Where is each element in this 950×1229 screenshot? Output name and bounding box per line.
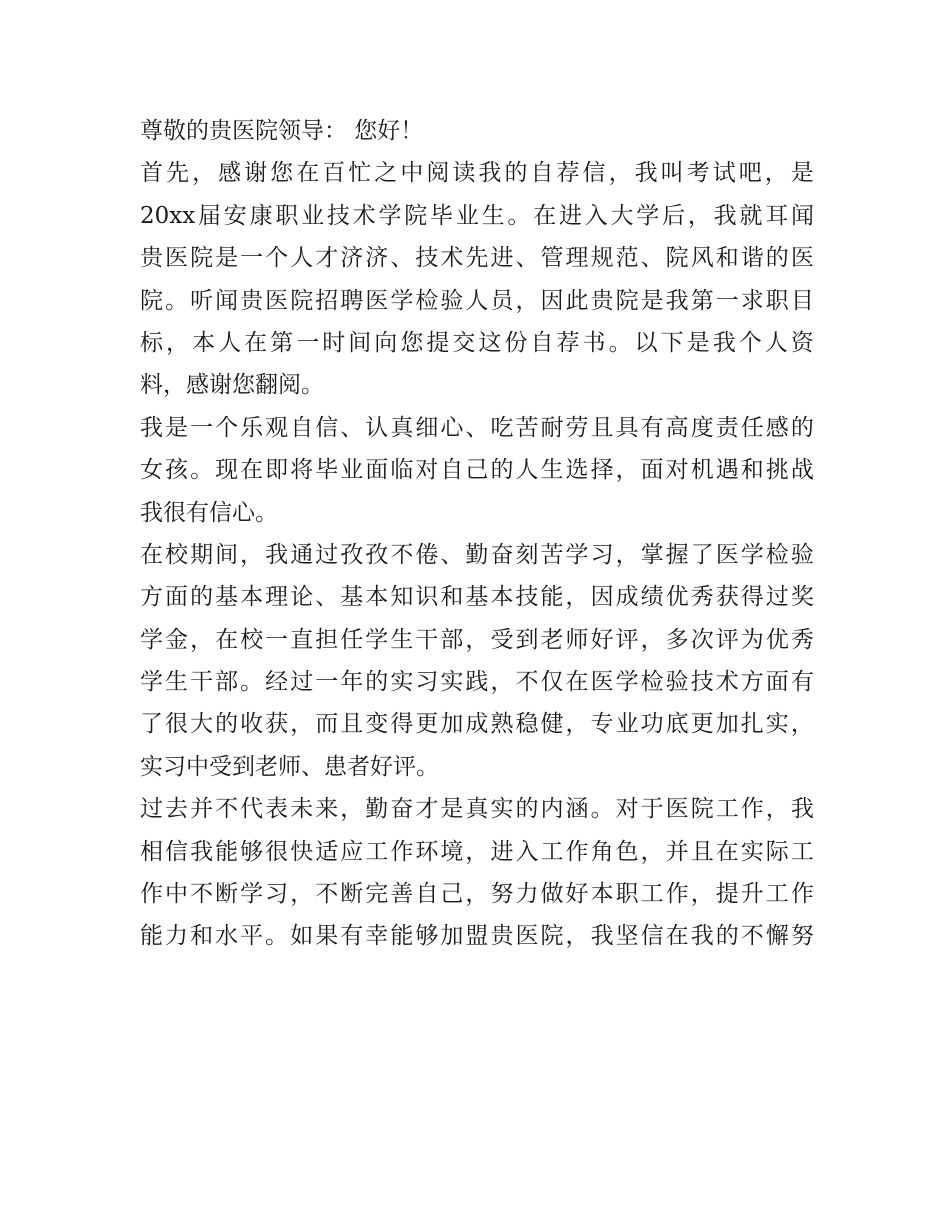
paragraph-outlook — [140, 788, 814, 958]
cover-letter — [140, 110, 814, 958]
paragraph-education — [140, 534, 814, 788]
paragraph-introduction — [140, 152, 814, 406]
text-line: 学 生 干 部 。 经 过 一 年 的 实 习 实 践 ， 不 仅 在 医 学 检 验 技 术 方 面 有 — [140, 669, 814, 696]
paragraph-personality — [140, 407, 814, 534]
text-line: 贵 医 院 是 一 个 人 才 济 济 、 技 术 先 进 、 管 理 规 范 、 院 风 和 谐 的 医 — [140, 245, 814, 272]
text-line: 能 力 和 水 平 。 如 果 有 幸 能 够 加 盟 贵 医 院 ， 我 坚 信 在 我 的 不 懈 努 — [140, 923, 814, 950]
text-line: 标 ， 本 人 在 第 一 时 间 向 您 提 交 这 份 自 荐 书 。 以 下 是 我 个 人 资 — [140, 329, 814, 356]
text-line: 过 去 并 不 代 表 未 来 ， 勤 奋 才 是 真 实 的 内 涵 。 对 于 医 院 工 作 ， 我 — [140, 796, 814, 823]
text-line: 我 是 一 个 乐 观 自 信 、 认 真 细 心 、 吃 苦 耐 劳 且 具 有 高 度 责 任 感 的 — [140, 414, 814, 441]
text-line: 女 孩 。 现 在 即 将 毕 业 面 临 对 自 己 的 人 生 选 择 ， 面 对 机 遇 和 挑 战 — [140, 457, 814, 484]
text-line: 院 。 听 闻 贵 医 院 招 聘 医 学 检 验 人 员 ， 因 此 贵 院 是 我 第 一 求 职 目 — [140, 287, 814, 314]
greeting-line: 尊敬的贵医院领导： 您好！ — [140, 118, 424, 144]
text-line: 20xx 届 安 康 职 业 技 术 学 院 毕 业 生 。 在 进 入 大 学 后 ， 我 就 耳 闻 — [140, 202, 814, 229]
text-line: 了 很 大 的 收 获 ， 而 且 变 得 更 加 成 熟 稳 健 ， 专 业 功 底 更 加 扎 实 ， — [140, 711, 814, 738]
text-line: 实习中受到老师、患者好评。 — [140, 753, 439, 780]
text-line: 料，感谢您翻阅。 — [140, 372, 324, 399]
text-line: 在 校 期 间 ， 我 通 过 孜 孜 不 倦 、 勤 奋 刻 苦 学 习 ， 掌 握 了 医 学 检 验 — [140, 541, 814, 568]
text-line: 作 中 不 断 学 习 ， 不 断 完 善 自 己 ， 努 力 做 好 本 职 工 作 ， 提 升 工 作 — [140, 881, 814, 908]
text-line: 首 先 ， 感 谢 您 在 百 忙 之 中 阅 读 我 的 自 荐 信 ， 我 叫 考 试 吧 ， 是 — [140, 160, 814, 187]
text-line: 方 面 的 基 本 理 论 、 基 本 知 识 和 基 本 技 能 ， 因 成 绩 优 秀 获 得 过 奖 — [140, 584, 814, 611]
text-line: 我很有信心。 — [140, 499, 278, 526]
text-line: 学 金 ， 在 校 一 直 担 任 学 生 干 部 ， 受 到 老 师 好 评 ， 多 次 评 为 优 秀 — [140, 626, 814, 653]
text-line: 相 信 我 能 够 很 快 适 应 工 作 环 境 ， 进 入 工 作 角 色 ， 并 且 在 实 际 工 — [140, 838, 814, 865]
